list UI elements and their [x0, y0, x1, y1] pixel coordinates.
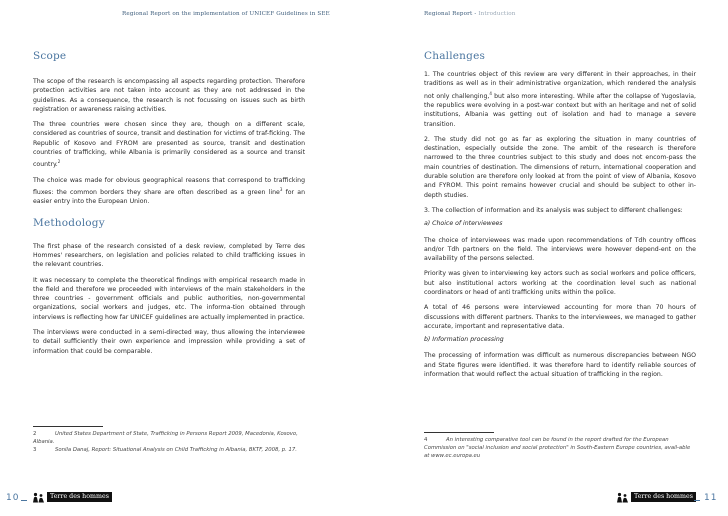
children-silhouette-icon: [616, 492, 629, 503]
footnote-rule-right: [424, 432, 494, 433]
subsection-a-paragraph-3: A total of 46 persons were interviewed accounting for more than 70 hours of discussions with different partners. Thanks to the interviewees, we managed to gather accurate, important and representative data.: [424, 304, 696, 330]
page-number-right: 11: [704, 493, 718, 503]
footer-rule-left: [21, 500, 27, 501]
subsection-a-heading: a) Choice of interviewees: [424, 220, 503, 228]
scope-heading: Scope: [33, 50, 67, 62]
running-header-right: Regional Report - Introduction: [424, 11, 516, 17]
methodology-heading: Methodology: [33, 216, 105, 229]
right-page: [364, 0, 728, 516]
methodology-paragraph-2: It was necessary to complete the theoretical findings with empirical research made in the field and therefore we proceeded with interviews of the main stakeholders in the three countries - government officials and public authorities, non-governmental organizations, social workers and judges, etc. The informa-tion obtained through interviews is reflecting how far UNICEF guidelines are actually implemented in practice.: [33, 276, 305, 321]
footer-rule-right: [694, 500, 700, 501]
scope-paragraph-3: The choice was made for obvious geographical reasons that correspond to trafficking fluxes: the common borders they share are often described as a green line$^3$ for an easier entry into the European Union.: [33, 176, 306, 206]
logo-text-left: Terre des hommes: [47, 492, 112, 502]
running-header-left: Regional Report on the implementation of UNICEF Guidelines in SEE: [122, 11, 330, 17]
logo-left: [32, 490, 112, 504]
subsection-a-paragraph-2: Priority was given to interviewing key actors such as social workers and police officers, but also institutional actors working at the coordination level such as national coordinators or head of anti trafficking units within the police.: [424, 270, 696, 296]
subsection-b-heading: b) Information processing: [424, 336, 504, 344]
challenges-paragraph-3: 3. The collection of information and its analysis was subject to different challenges:: [424, 206, 683, 214]
left-column: [33, 50, 305, 356]
challenges-paragraph-1: 1. The countries object of this review are very different in their approaches, in their traditions as well as in their administrative organization, which rendered the analysis not only challenging,$^4$ but also more interesting. While after the collapse of Yugoslavia, the republics were evolving in a post-war context but with an heritage and net of solid institutions, Albania was getting out of isolation and had to manage a severe transition.: [424, 71, 696, 128]
footnote-3: 3 Sonila Danaj, Report: Situational Analysis on Child Trafficking in Albania, BKTF, 2008, p. 17.: [33, 447, 297, 453]
footnote-ref-4: 4: [489, 90, 492, 96]
methodology-paragraph-1: The first phase of the research consisted of a desk review, completed by Terre des Hommes' researchers, on legislation and policies related to child trafficking issues in the relevant countries.: [33, 242, 305, 269]
footnote-2: 2 United States Department of State, Trafficking in Persons Report 2009, Macedonia, Kosovo, Albania.: [33, 431, 298, 445]
methodology-paragraph-3: The interviews were conducted in a semi-directed way, thus allowing the interviewee to detail sufficiently their own experience and impression while providing a set of information that could be comparable.: [33, 329, 305, 355]
footnote-ref-2: 2: [57, 159, 61, 165]
footnote-rule-left: [33, 426, 103, 427]
challenges-heading: Challenges: [424, 50, 486, 62]
footnote-4: 4 An interesting comparative tool can be found in the report drafted for the European Commission on "social inclusion and social protection" in South-Eastern Europe countries, avail-able at www.ec.europa.eu: [424, 437, 691, 459]
page-number-left: 10: [6, 493, 20, 503]
right-column: [424, 50, 696, 379]
logo-right: [616, 490, 696, 504]
subsection-b-paragraph-1: The processing of information was difficult as numerous discrepancies between NGO and State figures were identified. It was therefore hard to identify reliable sources of information that would reflect the actual situation of trafficking in the region.: [424, 352, 696, 379]
children-silhouette-icon: [32, 492, 45, 503]
challenges-paragraph-2: 2. The study did not go as far as exploring the situation in many countries of destination, especially outside the zone. The ambit of the research is therefore narrowed to the three countries subject to this study and does not encom-pass the main countries of destination. The dimensions of return, international cooperation and durable solution are therefore only looked at from the point of view of Albania, Kosovo and FYROM. This point remains however crucial and should be subject to other in-depth studies.: [424, 135, 696, 199]
subsection-a-paragraph-1: The choice of interviewees was made upon recommendations of Tdh country offices and/or Tdh partners on the field. The interviews were however depend-ent on the availability of the persons selected.: [424, 236, 696, 263]
logo-text-right: Terre des hommes: [631, 492, 696, 502]
footnote-ref-3: 3: [279, 187, 283, 193]
scope-paragraph-1: The scope of the research is encompassing all aspects regarding protection. Therefore protection activities are not taken into account as they are not addressed in the guidelines. As a consequence, the research is not focussing on issues such as birth registration or awareness raising activities.: [33, 78, 305, 113]
scope-paragraph-2: The three countries were chosen since they are, though on a different scale, considered as countries of source, transit and destination for victims of traf-ficking. The Republic of Kosovo and FYROM are presented as source, transit and destination countries of trafficking, while Albania is primarily considered as a source and transit country.$^2$: [33, 121, 305, 169]
